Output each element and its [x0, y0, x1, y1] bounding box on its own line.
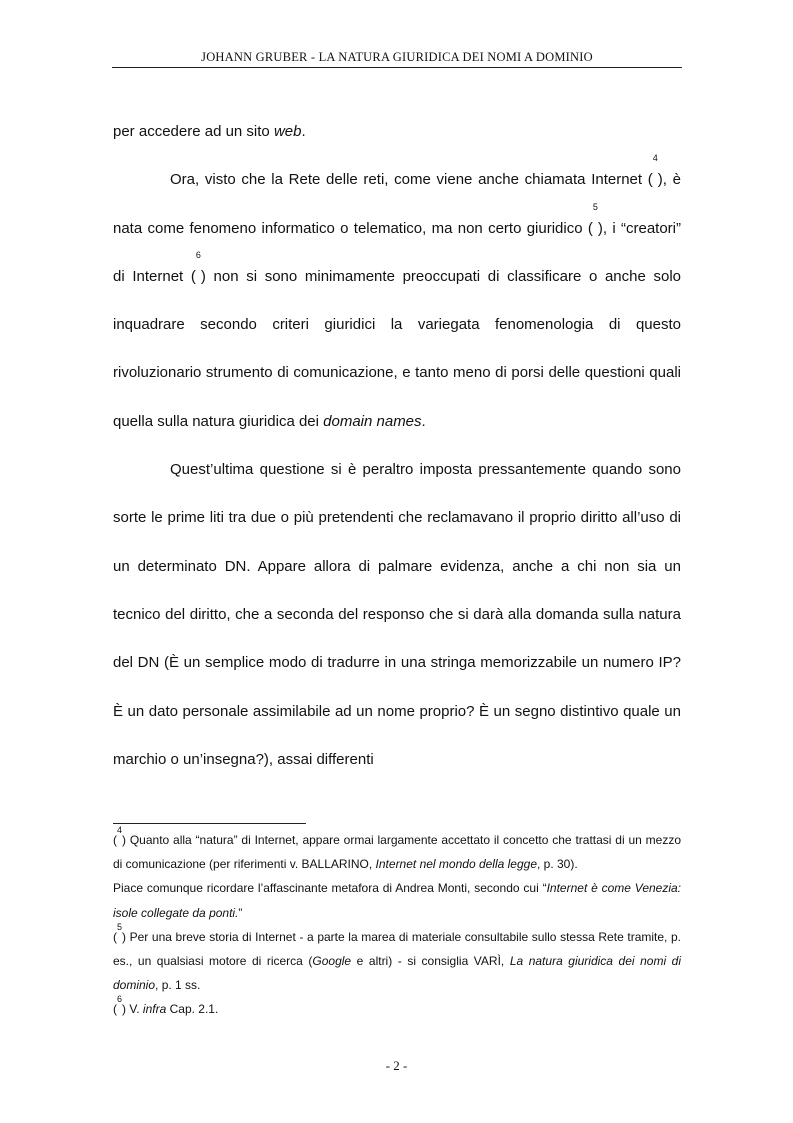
text-run: ) V.	[122, 1002, 143, 1017]
italic-term: domain names	[323, 412, 422, 430]
text-run: , p. 30).	[537, 857, 578, 872]
text-run: , p. 1 ss.	[155, 978, 201, 993]
text-run: ), i “creatori” di Internet (	[113, 219, 681, 285]
italic-title: Internet nel mondo della legge	[375, 857, 537, 872]
italic-term: web	[273, 123, 302, 140]
text-run: .	[301, 123, 306, 140]
footnote-number: 4	[117, 825, 123, 835]
text-run: ), è nata come fenomeno informatico o telematico, ma non certo giuridico (	[113, 171, 681, 237]
text-run: Cap. 2.1.	[166, 1002, 219, 1017]
footnote-separator	[113, 823, 306, 824]
running-header: JOHANN GRUBER - LA NATURA GIURIDICA DEI NOMI A DOMINIO	[201, 50, 593, 64]
footnote-number: 6	[117, 994, 123, 1005]
text-run: ”	[238, 905, 243, 920]
text-run: Piace comunque ricordare l’affascinante metafora di Andrea Monti, secondo cui “	[113, 881, 547, 896]
italic-quote: Internet è come Venezia: isole collegate da ponti.	[113, 881, 682, 920]
text-run: ) Per una breve storia di Internet - a parte la marea di materiale consultabile sullo stessa Rete tramite, p. es., un qualsiasi motore di ricerca (	[113, 929, 681, 969]
footnote-4: ($^4$) Quanto alla “natura” di Internet, appare ormai largamente accettato il concetto che trattasi di un mezzo di comunicazione (per riferimenti v. BALLARINO, Internet nel mondo della legge, p. 30).	[113, 825, 681, 872]
paragraph-1	[113, 108, 681, 156]
footnote-ref-5[interactable]: 5	[592, 201, 598, 212]
paragraph-3: Quest’ultima questione si è peraltro imposta pressantemente quando sono sorte le prime liti tra due o più pretendenti che reclamavano il proprio diritto all’uso di un determinato DN. Appare allora di palmare evidenza, anche a chi non sia un tecnico del diritto, che a seconda del responso che si darà alla domanda sulla natura del DN (È un semplice modo di tradurre in una stringa memorizzabile un numero IP? È un dato personale assimilabile ad un nome proprio? È un segno distintivo quale un marchio o un’insegna?), assai differenti	[113, 461, 681, 768]
paragraph-2	[113, 153, 681, 446]
header-rule	[112, 67, 682, 68]
text-run: ) non si sono minimamente preoccupati di classificare o anche solo inquadrare secondo criteri giuridici la variegata fenomenologia di questo rivoluzionario strumento di comunicazione, e tanto meno di porsi delle questioni quali quella sulla natura giuridica dei	[113, 267, 681, 430]
body-text	[113, 108, 681, 784]
italic-term: Google	[312, 954, 352, 969]
text-run: Ora, visto che la Rete delle reti, come viene anche chiamata Internet (	[170, 171, 653, 189]
italic-term: infra	[142, 1002, 167, 1017]
footnote-5: ($^5$) Per una breve storia di Internet - a parte la marea di materiale consultabile sullo stessa Rete tramite, p. es., un qualsiasi motore di ricerca (Google e altri) - si consiglia VARÌ, La natura giuridica dei nomi di dominio, p. 1 ss.	[113, 921, 682, 993]
footnote-number: 5	[117, 921, 123, 932]
footnote-4-continued	[113, 876, 681, 924]
page-number: - 2 -	[385, 1058, 408, 1073]
italic-title: La natura giuridica dei nomi di dominio	[113, 954, 682, 993]
footnote-ref-6[interactable]: 6	[195, 249, 201, 260]
text-run: .	[421, 412, 426, 430]
footnote-6: ($^6$) V. infra Cap. 2.1.	[113, 994, 219, 1017]
text-run: e altri) - si consiglia VARÌ,	[351, 954, 510, 969]
footnotes	[113, 825, 682, 1022]
footnote-ref-4[interactable]: 4	[652, 153, 658, 164]
text-run: ) Quanto alla “natura” di Internet, appare ormai largamente accettato il concetto che trattasi di un mezzo di comunicazione (per riferimenti v. BALLARINO,	[113, 833, 681, 872]
text-run: per accedere ad un sito	[113, 123, 274, 140]
